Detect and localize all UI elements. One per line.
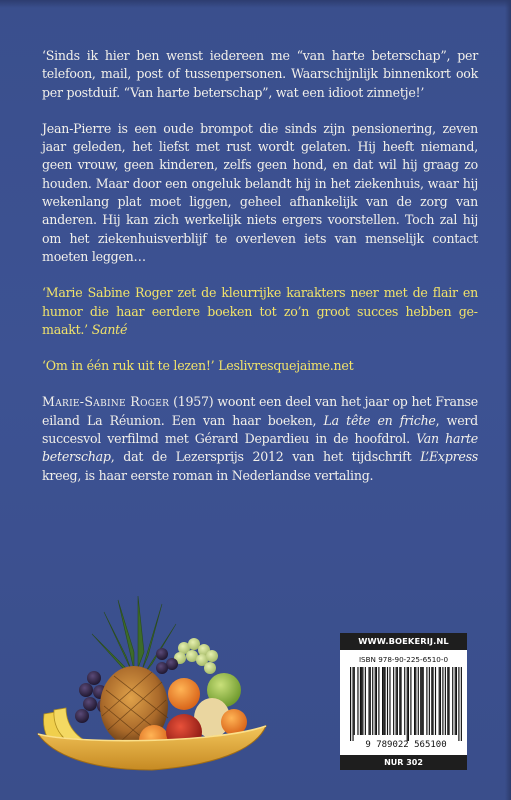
barcode-bar [435, 667, 436, 735]
barcode-bar [352, 667, 353, 741]
barcode-bar [396, 667, 397, 735]
bio-part-4: kreeg, is haar eerste roman in Nederlandse vertaling. [42, 467, 374, 483]
barcode-bar [432, 667, 433, 735]
bio-part-3: , dat de Lezersprijs 2012 van het tijdschrift [110, 449, 421, 465]
cover-top-edge [0, 0, 511, 8]
barcode-bar [393, 667, 394, 735]
barcode-bar [418, 667, 419, 735]
barcode-bar [404, 667, 405, 735]
barcode-bar [382, 667, 383, 735]
barcode-bar [455, 667, 456, 735]
barcode-bar [426, 667, 427, 735]
barcode-bar [397, 667, 398, 735]
nur-code: NUR 302 [340, 755, 467, 770]
barcode-bar [357, 667, 358, 735]
barcode-bar [383, 667, 384, 735]
barcode-digits: 9 789022 565100 [365, 740, 447, 749]
review-1-source: Santé [91, 321, 128, 337]
barcode-bar [399, 667, 400, 735]
barcode-bar [407, 667, 408, 741]
barcode-bar [461, 667, 462, 741]
review-1-text: ‘Marie Sabine Roger zet de kleurrijke karakters neer met de flair en humor die haar eerdere boeken tot zo’n groot succes hebben gemaakt.’ [42, 285, 478, 337]
opening-quote: ‘Sinds ik hier ben wenst iedereen me “van harte beterschap”, per telefoon, mail, post of tussenpersonen. Waarschijnlijk binnenkort ook per postduif. “Van harte beterschap”, wat een idioot zinnetje!’ [42, 48, 478, 100]
review-2-text: ‘Om in één ruk uit te lezen!’ [42, 358, 215, 374]
barcode-bar [387, 667, 388, 735]
barcode-bar [414, 667, 415, 735]
publisher-website: WWW.BOEKERIJ.NL [340, 633, 467, 650]
barcode-bar [368, 667, 369, 735]
author-name: Marie-Sabine Roger [42, 394, 170, 410]
barcode-bar [384, 667, 385, 735]
barcode-bar [456, 667, 457, 735]
barcode-bar [365, 667, 366, 735]
barcode-bar [458, 667, 459, 741]
barcode-bar [360, 667, 361, 735]
barcode-bar [420, 667, 421, 735]
bio-book-1: La tête en friche [323, 412, 436, 428]
barcode-bar [410, 667, 411, 735]
barcode-bar [370, 667, 371, 735]
barcode-bar [442, 667, 443, 735]
barcode-bar [378, 667, 379, 735]
cover-right-edge [505, 0, 511, 800]
barcode-bar [389, 667, 390, 735]
barcode-bar [408, 667, 409, 741]
barcode-bar [350, 667, 351, 741]
barcode-bar [372, 667, 373, 735]
bio-magazine: L’Express [420, 449, 478, 465]
barcode-panel [340, 633, 467, 770]
barcode-bar [400, 667, 401, 735]
barcode-bar [415, 667, 416, 735]
bio-part-1: (1957) woont een deel van het jaar op het Franse eiland La Réunion. Een van haar boeken, [42, 394, 479, 428]
barcode-bar [376, 667, 377, 735]
barcode-bar [431, 667, 432, 735]
barcode-bar [440, 667, 441, 735]
barcode-bar [375, 667, 376, 735]
review-santé [42, 284, 478, 339]
review-2-source: Leslivresquejaime.net [218, 358, 354, 374]
isbn-label: ISBN 978-90-225-6510-0 [358, 655, 449, 664]
barcode-bar [439, 667, 440, 735]
synopsis: Jean-Pierre is een oude brompot die sinds zijn pensionering, zeven jaar geleden, het liefst met rust wordt gelaten. Hij heeft niemand, geen vrouw, geen kinderen, zelfs geen hond, en dat wil hij graag zo houden. Maar door een ongeluk belandt hij in het ziekenhuis, waar hij wekenlang plat moet liggen, geheel afhankelijk van de zorg van anderen. Hij kan zich werkelijk niets ergers voorstellen. Toch zal hij om het ziekenhuisverblijf te overleven iets van menselijk contact moeten leggen… [42, 120, 478, 264]
barcode-bars [350, 667, 462, 749]
barcode-bar [362, 667, 363, 735]
barcode-bar [448, 667, 449, 735]
barcode-bar [445, 667, 446, 735]
barcode-bar [447, 667, 448, 735]
blurb-text [42, 47, 478, 503]
fruit-bowl-image [34, 594, 269, 774]
barcode-bar [361, 667, 362, 735]
barcode-bar [423, 667, 424, 735]
bio-book-2: Van harte beterschap [42, 431, 478, 465]
barcode-bar [421, 667, 422, 735]
barcode-bar [429, 667, 430, 735]
barcode-bar [354, 667, 355, 735]
review-leslivres [42, 357, 478, 375]
bio-part-2: , werd succesvol verfilmd met Gérard Depardieu in de hoofdrol. [42, 412, 478, 447]
author-bio [42, 393, 478, 484]
barcode-bar [452, 667, 453, 735]
